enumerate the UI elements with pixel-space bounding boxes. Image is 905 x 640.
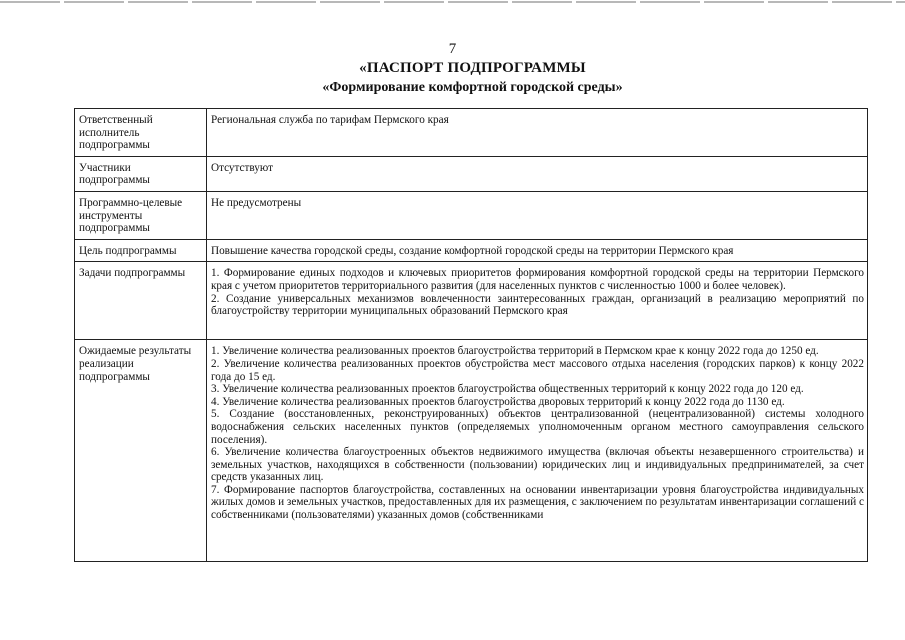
row-value-results xyxy=(207,340,868,562)
result-item: 7. Формирование паспортов благоустройства, составленных на основании инвентаризации уровня благоустройства индивидуальных жилых домов и земельных участков, предоставленных для их размещения, с заключением по результатам инвентаризации соглашений с собственниками (пользователями) указанных домов (собственниками xyxy=(211,483,864,522)
table-row-goal xyxy=(75,239,868,262)
document-subtitle: «Формирование комфортной городской среды» xyxy=(322,80,623,95)
row-label-goal: Цель подпрограммы xyxy=(75,239,207,262)
page-number: 7 xyxy=(448,41,457,57)
row-label-responsible: Ответственный исполнитель подпрограммы xyxy=(75,109,207,157)
passport-table xyxy=(74,108,868,562)
table-row-results xyxy=(75,340,868,562)
result-item: 4. Увеличение количества реализованных проектов благоустройства дворовых территорий к концу 2022 года до 1130 ед. xyxy=(211,395,785,408)
row-value-responsible: Региональная служба по тарифам Пермского края xyxy=(207,109,868,157)
row-label-results: Ожидаемые результаты реализации подпрограммы xyxy=(75,340,207,562)
task-item: 2. Создание универсальных механизмов вовлеченности заинтересованных граждан, организаций в реализацию мероприятий по благоустройству территории муниципальных образований Пермского края xyxy=(211,292,864,318)
table-row-instruments xyxy=(75,191,868,239)
row-label-participants: Участники подпрограммы xyxy=(75,156,207,191)
row-value-tasks xyxy=(207,262,868,340)
document-title: «ПАСПОРТ ПОДПРОГРАММЫ xyxy=(359,60,586,76)
result-item: 1. Увеличение количества реализованных проектов благоустройства территорий в Пермском крае к концу 2022 года до 1250 ед. xyxy=(211,345,819,358)
result-item: 2. Увеличение количества реализованных проектов обустройства мест массового отдыха населения (городских парков) к концу 2022 года до 15 ед. xyxy=(211,357,864,383)
table-row-tasks xyxy=(75,262,868,340)
row-value-instruments: Не предусмотрены xyxy=(207,191,868,239)
task-item: 1. Формирование единых подходов и ключевых приоритетов формирования комфортной городской среды на территории Пермского края с учетом приоритетов территориального развития (для населенных пунктов с численностью 1000 и более человек). xyxy=(211,267,864,292)
row-value-goal: Повышение качества городской среды, создание комфортной городской среды на территории Пермского края xyxy=(207,239,868,262)
row-label-tasks: Задачи подпрограммы xyxy=(75,262,207,340)
table-row-participants xyxy=(75,156,868,191)
scan-top-rule xyxy=(0,1,905,3)
table-row-responsible xyxy=(75,109,868,157)
row-value-participants: Отсутствуют xyxy=(207,156,868,191)
result-item: 6. Увеличение количества благоустроенных объектов недвижимого имущества (включая объекты незавершенного строительства) и земельных участков, находящихся в собственности (пользовании) юридических лиц и индивидуальных предпринимателей, за счет средств указанных лиц. xyxy=(211,446,864,484)
results-list xyxy=(211,345,864,561)
row-label-instruments: Программно-целевые инструменты подпрограммы xyxy=(75,191,207,239)
result-item: 5. Создание (восстановленных, реконструированных) объектов централизованной (нецентрализованной) системы холодного водоснабжения сельских населенных пунктов (определяемых уполномоченным органом местного самоуправления сельского поселения). xyxy=(211,408,864,446)
result-item: 3. Увеличение количества реализованных проектов благоустройства общественных территорий к концу 2022 года до 120 ед. xyxy=(211,383,804,396)
